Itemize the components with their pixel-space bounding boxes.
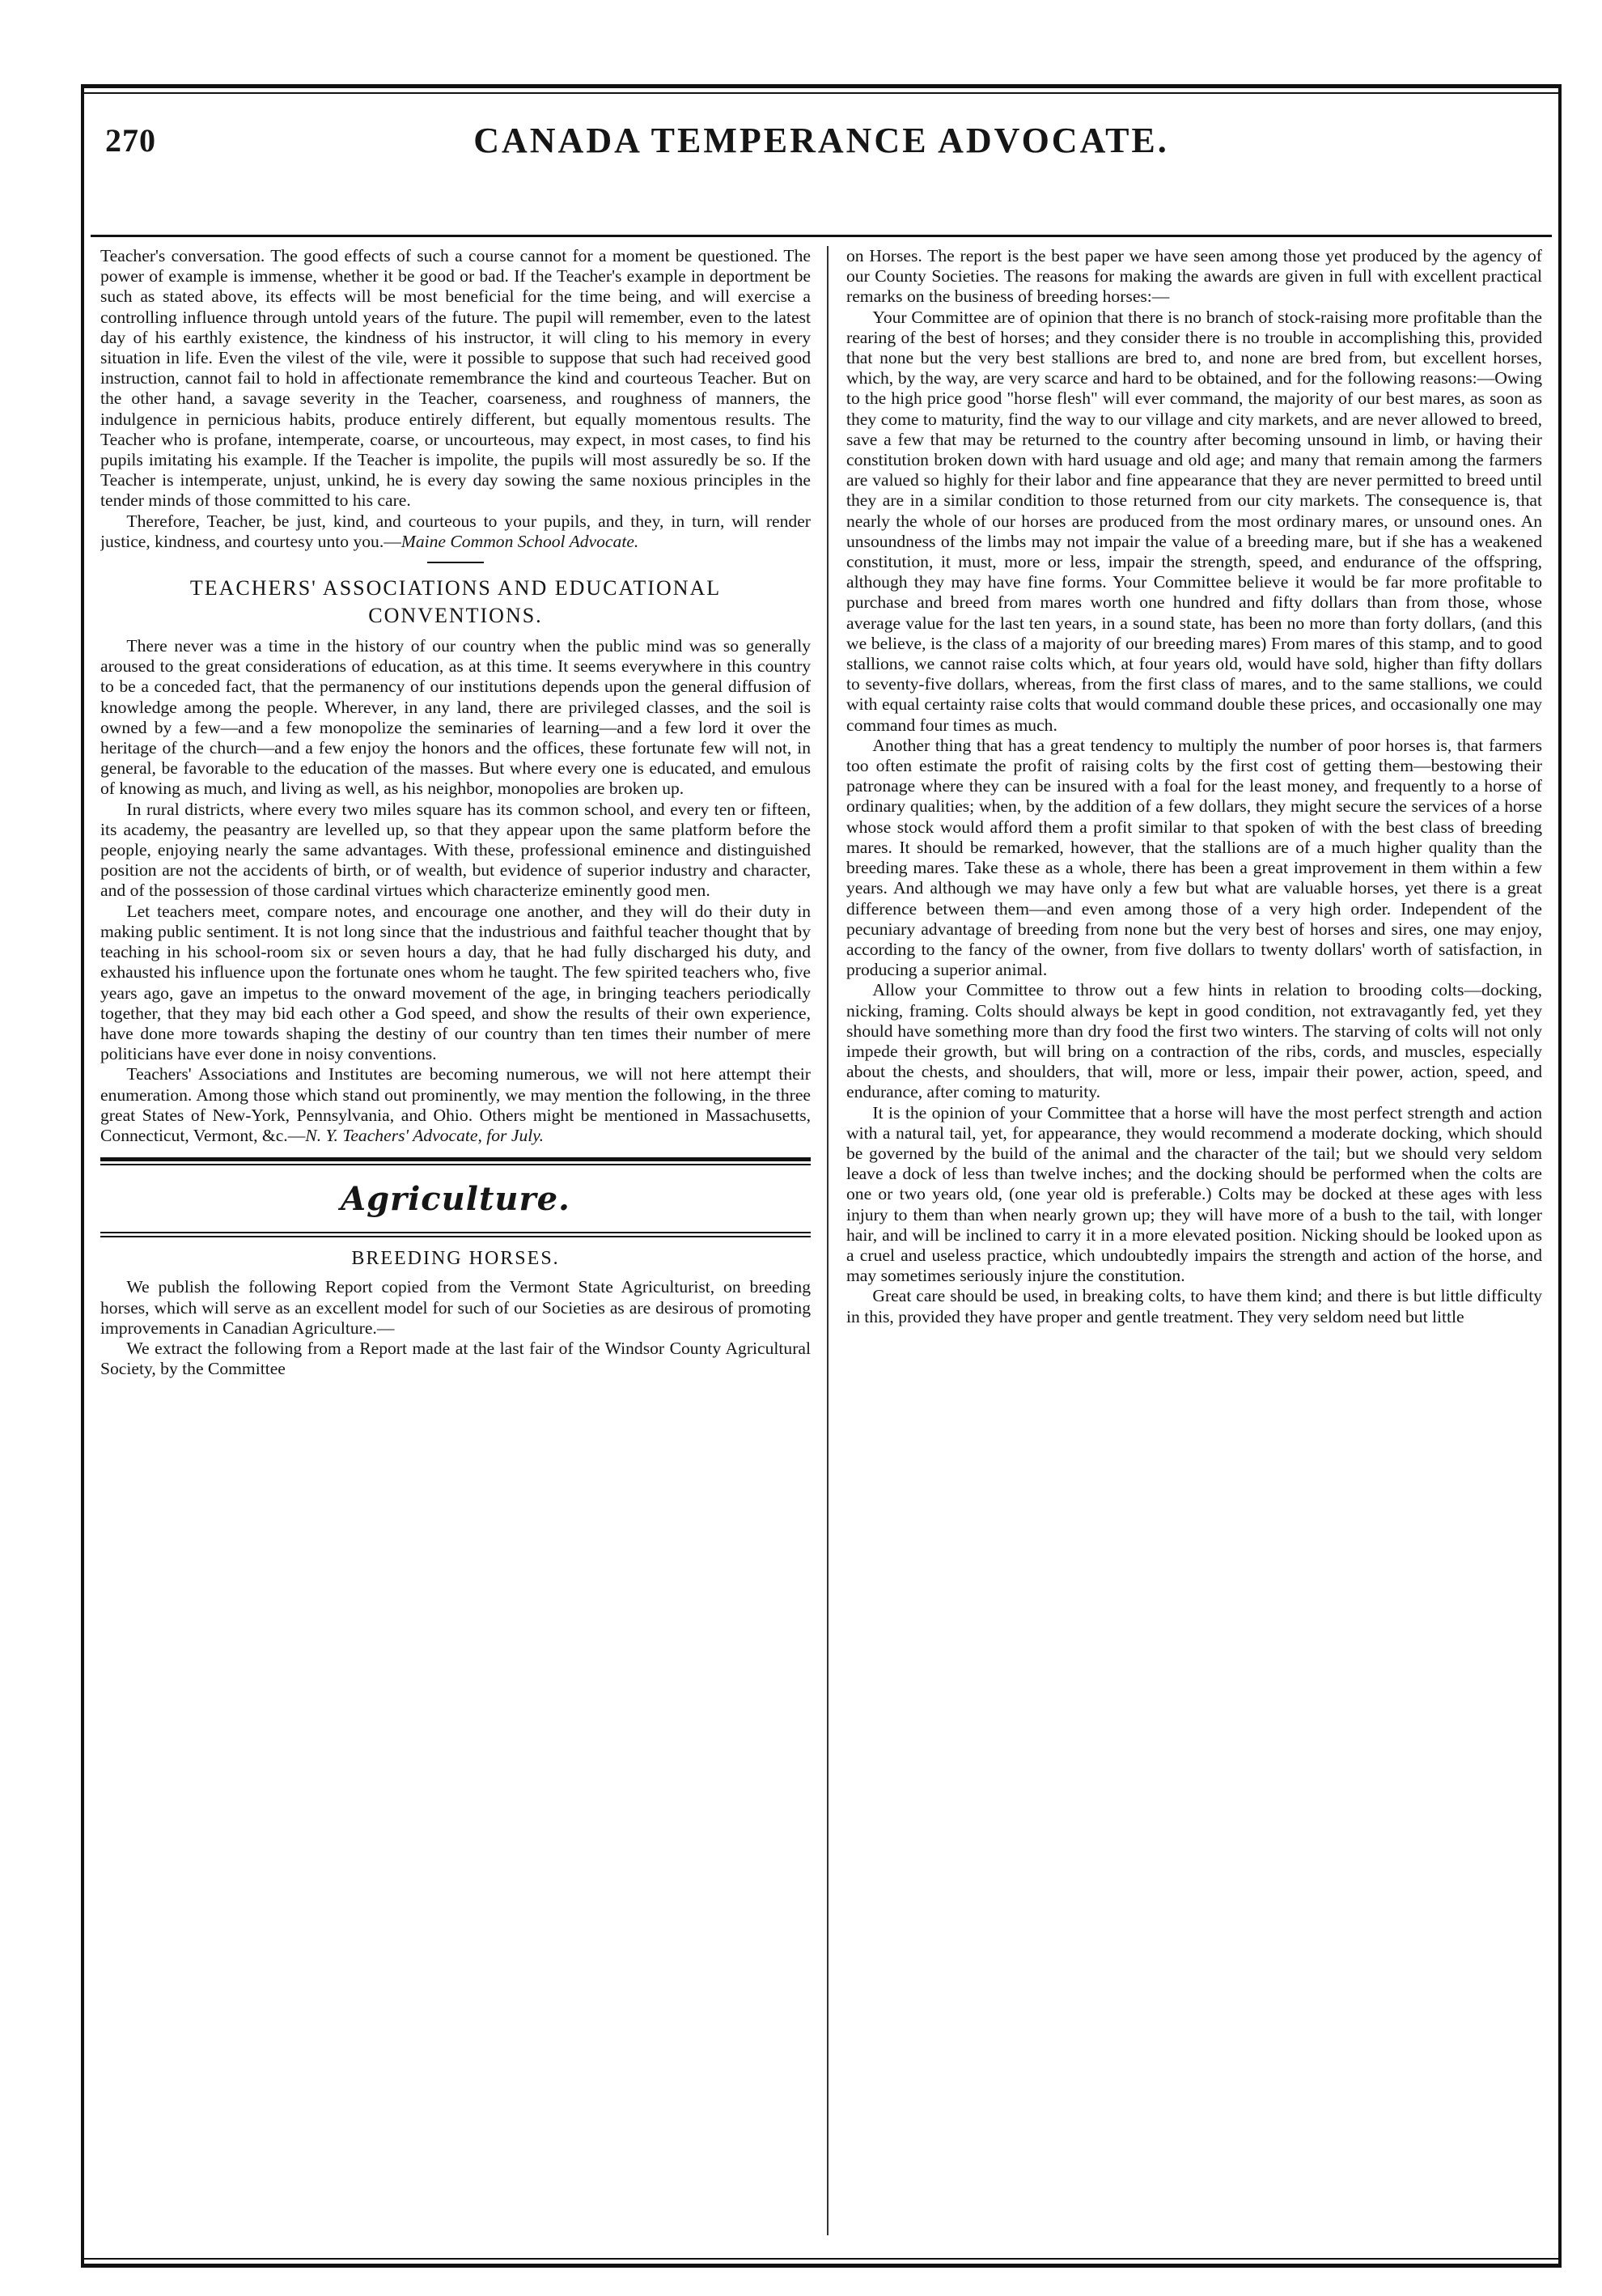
- intro-paragraph-1: Teacher's conversation. The good effects of such a course cannot for a moment be questioned. The power of example is immense, whether it be good or bad. If the Teacher's example in deportment be such as stated above, its effects will be most beneficial for the time being, and will exercise a controlling influence through untold years of the future. The pupil will remember, even to the latest day of his earthly existence, the kindness of his instructor, it will cling to his memory in every situation in life. Even the vilest of the vile, were it possible to suppose that such had received good instruction, cannot fail to hold in affectionate remembrance the kind and courteous Teacher. But on the other hand, a savage severity in the Teacher, coarseness, and roughness of manners, the indulgence in pernicious habits, produce entirely different, but equally momentous results. The Teacher who is profane, intemperate, coarse, or uncourteous, may expect, in most cases, to find his pupils imitating his example. If the Teacher is impolite, the pupils will most assuredly be so. If the Teacher is intemperate, unjust, unkind, he is every day sowing the same noxious principles in the tender minds of those committed to his care.: [100, 246, 811, 511]
- section-separator: [427, 562, 484, 563]
- bottom-inner-rule: [81, 2258, 1562, 2260]
- section1-source: N. Y. Teachers' Advocate, for July.: [305, 1125, 545, 1145]
- department-heading-agriculture: Agriculture.: [341, 1180, 570, 1219]
- left-column: [100, 246, 811, 2235]
- top-inner-rule: [81, 92, 1562, 94]
- intro-paragraph-2: [100, 511, 811, 552]
- running-title: CANADA TEMPERANCE ADVOCATE.: [473, 121, 1169, 160]
- newspaper-page: [81, 84, 1562, 2268]
- section1-paragraph-4: [100, 1064, 811, 1146]
- header-rule: [91, 235, 1552, 237]
- right-paragraph-3: Another thing that has a great tendency to multiply the number of poor horses is, that farmers too often estimate the profit of raising colts by the first cost of getting them—bestowing their patronage where they can be insured with a foal for the least money, and frequently to a horse of ordinary qualities; when, by the addition of a few dollars, they might secure the services of a horse whose stock would afford them a profit similar to that spoken of with the best class of breeding mares. It should be remarked, however, that the stallions are of a much higher quality than the breeding mares. Take these as a whole, there has been a great improvement in them within a few years. And although we may have only a few but what are valuable horses, yet there is a great difference between them—and even among those of a very high order. Independent of the pecuniary advantage of breeding from none but the very best of horses and sires, one may enjoy, according to the fancy of the owner, from five dollars to twenty dollars' worth of satisfaction, in producing a superior animal.: [846, 735, 1542, 980]
- page-header: [105, 113, 1537, 170]
- bottom-border-rule: [81, 2264, 1562, 2268]
- column-divider: [827, 246, 829, 2235]
- right-paragraph-5: It is the opinion of your Committee that a horse will have the most perfect strength and action with a natural tail, yet, for appearance, they would recommend a moderate docking, which should be governed by the build of the animal and the character of the tail; but we should very seldom leave a dock of less than twelve inches; and the docking should be performed when the colts are one or two years old, (one year old is preferable.) Colts may be docked at these ages with less injury to them than when nearly grown up; they will have more of a bush to the tail, with longer hair, and will be inclined to carry it in a more elevated position. Nicking should be looked upon as a cruel and useless practice, which undoubtedly impairs the strength and action of the horse, and may sometimes seriously injure the constitution.: [846, 1102, 1542, 1286]
- section2-paragraph-1: We publish the following Report copied from the Vermont State Agriculturist, on breeding horses, which will serve as an excellent model for such of our Societies as are desirous of promoting improvements in Canadian Agriculture.—: [100, 1277, 811, 1338]
- section1-paragraph-4-text: Teachers' Associations and Institutes are becoming numerous, we will not here attempt their enumeration. Among those which stand out prominently, we may mention the following, in the three great States of New-York, Pennsylvania, and Ohio. Others might be mentioned in Massachusetts, Connecticut, Vermont, &c.—: [100, 1064, 811, 1145]
- section2-paragraph-2: We extract the following from a Report made at the last fair of the Windsor County Agricultural Society, by the Committee: [100, 1338, 811, 1379]
- right-paragraph-2: Your Committee are of opinion that there is no branch of stock-raising more profitable than the rearing of the best of horses; and they consider there is no trouble in accomplishing this, provided that none but the very best stallions are bred to, and none are bred from, but excellent horses, which, by the way, are very scarce and hard to be obtained, and for the following reasons:—Owing to the high price good "horse flesh" will ever command, the majority of our best mares, as soon as they come to maturity, find the way to our village and city markets, and are never allowed to breed, save a few that may be returned to the country after becoming unsound in limb, or having their constitution broken down with hard usuage and old age; and many that remain among the farmers are valued so highly for their labor and fine appearance that they are never permitted to breed until they are in a similar condition to those returned from our city markets. The consequence is, that nearly the whole of our horses are produced from the most ordinary mares, or unsound ones. An unsoundness of the limbs may not impair the value of a breeding mare, but if she has a weakened constitution, it must, more or less, impair the strength, speed, and endurance of the offspring, although they may have fine forms. Your Committee believe it would be far more profitable to purchase and breed from mares worth one hundred and fifty dollars than from those, whose average value for the last ten years, in a sound state, has been no more than forty dollars, (and this we believe, is the class of a majority of our breeding mares) From mares of this stamp, and to good stallions, we cannot raise colts which, at four years old, would have sold, higher than fifty dollars to seventy-five dollars, whereas, from the first class of mares, and to the same stallions, we could with equal certainty raise colts that would command double these prices, and occasionally one may command four times as much.: [846, 307, 1542, 735]
- right-column: [846, 246, 1542, 2235]
- department-rule-thick: [100, 1157, 811, 1161]
- section1-paragraph-1: There never was a time in the history of our country when the public mind was so generally aroused to the great considerations of education, as at this time. It seems everywhere in this country to be a conceded fact, that the permanency of our institutions depends upon the general diffusion of knowledge among the people. Wherever, in any land, there are privileged classes, and the soil is owned by a few—and a few monopolize the seminaries of learning—and a few lord it over the heritage of the church—and a few enjoy the honors and the offices, these fortunate few will not, in general, be favorable to the education of the masses. But where every one is educated, and emulous of knowing as much, and living as well, as his neighbor, monopolies are broken up.: [100, 636, 811, 799]
- section-heading-teachers-associations: TEACHERS' ASSOCIATIONS AND EDUCATIONAL CONVENTIONS.: [189, 576, 722, 628]
- intro-paragraph-2-text: Therefore, Teacher, be just, kind, and courteous to your pupils, and they, in turn, will render justice, kindness, and courtesy unto you.—: [100, 511, 811, 551]
- department-double-rule: [100, 1232, 811, 1237]
- right-border-rule: [1558, 84, 1562, 2268]
- right-paragraph-4: Allow your Committee to throw out a few hints in relation to brooding colts—docking, nicking, framing. Colts should always be kept in good condition, not extravagantly fed, yet they should have something more than dry food the first two winters. The starving of colts will not only impede their growth, but will bring on a contraction of the ribs, cords, and muscles, especially about the chests, and shoulders, that will, more or less, impair their power, action, speed, and endurance, after coming to maturity.: [846, 980, 1542, 1102]
- right-paragraph-1: on Horses. The report is the best paper we have seen among those yet produced by the agency of our County Societies. The reasons for making the awards are given in full with excellent practical remarks on the business of breeding horses:—: [846, 246, 1542, 307]
- right-paragraph-6: Great care should be used, in breaking colts, to have them kind; and there is but little difficulty in this, provided they have proper and gentle treatment. They very seldom need but little: [846, 1286, 1542, 1326]
- section-heading-breeding-horses: BREEDING HORSES.: [351, 1248, 560, 1270]
- page-number: 270: [105, 122, 156, 159]
- intro-source: Maine Common School Advocate.: [400, 531, 639, 551]
- columns: [100, 246, 1542, 2235]
- department-rule-thin: [100, 1164, 811, 1165]
- section1-paragraph-3: Let teachers meet, compare notes, and encourage one another, and they will do their duty in making public sentiment. It is not long since that the industrious and faithful teacher thought that by teaching in his school-room six or seven hours a day, that he had fully discharged his duty, and exhausted his influence upon the fortunate ones whom he taught. The few spirited teachers who, five years ago, gave an impetus to the onward movement of the age, in bringing teachers periodically together, that they may bid each other a God speed, and show the results of their own experience, have done more towards shaping the destiny of our country than ten times their number of mere politicians have ever done in noisy conventions.: [100, 901, 811, 1064]
- top-border-rule: [81, 84, 1562, 88]
- section1-paragraph-2: In rural districts, where every two miles square has its common school, and every ten or fifteen, its academy, the peasantry are levelled up, so that they appear upon the same platform before the people, enjoying nearly the same advantages. With these, professional eminence and distinguished position are not the accidents of birth, or of wealth, but evidence of superior industry and character, and of the possession of those cardinal virtues which characterize eminently good men.: [100, 799, 811, 901]
- left-border-rule: [81, 84, 84, 2268]
